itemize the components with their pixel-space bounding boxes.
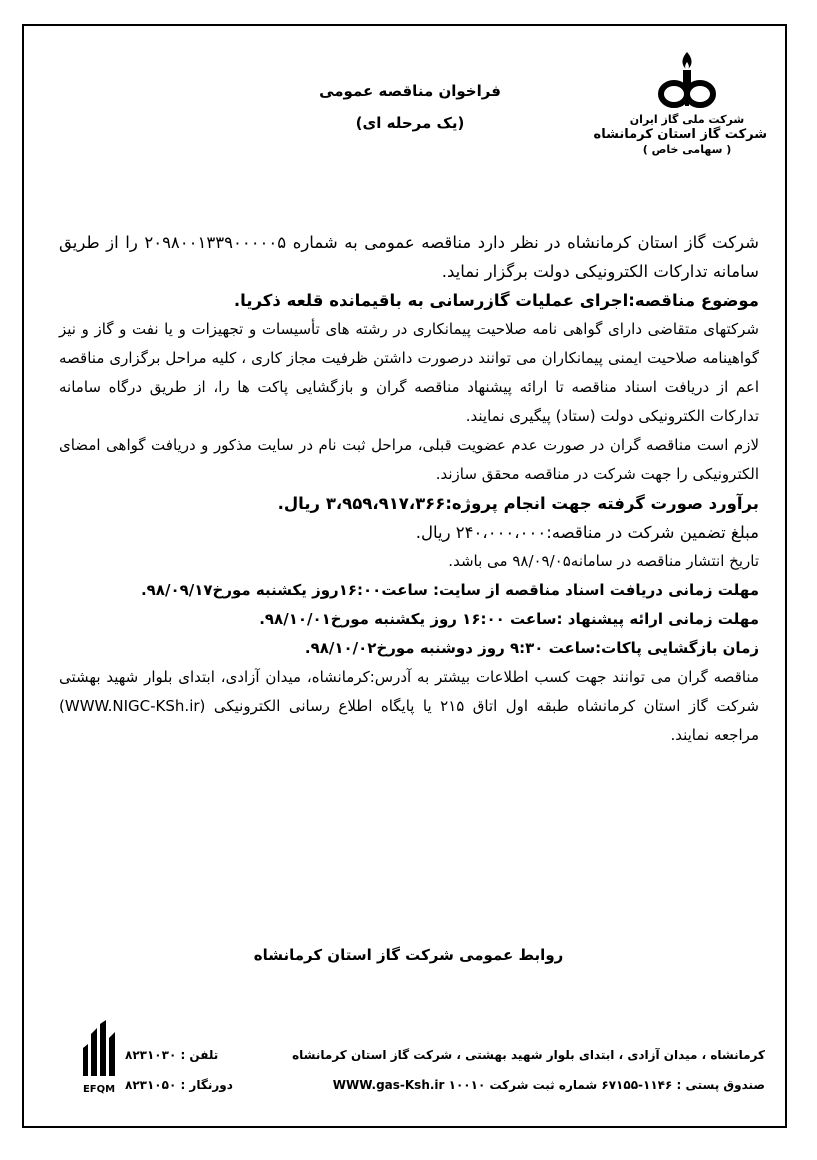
efqm-logo-block: [64, 1020, 134, 1095]
intro-paragraph: شرکت گاز استان کرمانشاه در نظر دارد مناقصه عمومی به شماره ۲۰۹۸۰۰۱۳۳۹۰۰۰۰۰۵ را از طریق سامانه تدارکات الکترونیکی دولت برگزار نماید.: [59, 233, 759, 281]
title-block: [280, 78, 540, 136]
footer-row-postbox: [125, 1070, 765, 1100]
footer-fax: دورنگار : ۸۲۳۱۰۵۰: [125, 1078, 233, 1092]
publish-date-line: تاریخ انتشار مناقصه در سامانه۹۸/۰۹/۰۵ می باشد.: [448, 552, 759, 570]
eligibility-paragraph: شرکتهای متقاضی دارای گواهی نامه صلاحیت پیمانکاری در رشته های تأسیسات و تجهیزات و یا نفت و گاز و نیز گواهینامه صلاحیت ایمنی پیمانکاران می توانند درصورت داشتن ظرفیت مجاز کاری ، کلیه مراحل برگزاری مناقصه اعم از دریافت اسناد مناقصه تا ارائه پیشنهاد مناقصه گران و بازگشایی پاکت ها را، از طریق درگاه سامانه تدارکات الکترونیکی دولت (ستاد) پیگیری نمایند.: [59, 320, 759, 425]
footer-phone: تلفن : ۸۲۳۱۰۳۰: [125, 1048, 219, 1062]
contact-paragraph: مناقصه گران می توانند جهت کسب اطلاعات بیشتر به آدرس:کرمانشاه، میدان آزادی، ابتدای بلوار شهید بهشتی شرکت گاز استان کرمانشاه طبقه اول اتاق ۲۱۵ یا پایگاه اطلاع رسانی الکترونیکی (WWW.NIGC-KSh.ir) مراجعه نمایند.: [59, 668, 759, 744]
efqm-emblem-icon: [79, 1020, 119, 1078]
logo-subsidiary-name: شرکت گاز استان کرمانشاه: [593, 127, 767, 142]
guarantee-line: مبلغ تضمین شرکت در مناقصه:۲۴۰،۰۰۰،۰۰۰ ریال.: [415, 523, 759, 542]
announcement-body: [59, 228, 759, 750]
page-subtitle: (یک مرحله ای): [355, 114, 465, 132]
offer-deadline-line: مهلت زمانی ارائه پیشنهاد :ساعت ۱۶:۰۰ روز یکشنبه مورخ۹۸/۱۰/۰۱.: [259, 610, 759, 628]
company-logo-block: [593, 50, 767, 157]
opening-time-line: زمان بازگشایی پاکات:ساعت ۹:۳۰ روز دوشنبه مورخ۹۸/۱۰/۰۲.: [304, 639, 759, 657]
footer-postbox: صندوق پستی : ۱۱۴۶-۶۷۱۵۵ شماره ثبت شرکت ۱۰۰۱۰ WWW.gas-Ksh.ir: [332, 1078, 765, 1092]
footer-address: کرمانشاه ، میدان آزادی ، ابتدای بلوار شهید بهشتی ، شرکت گاز استان کرمانشاه: [292, 1048, 765, 1062]
tender-subject: موضوع مناقصه:اجرای عملیات گازرسانی به باقیمانده قلعه ذکریا.: [233, 291, 759, 310]
logo-company-name: شرکت ملی گاز ایران: [629, 113, 745, 126]
signature: روابط عمومی شرکت گاز استان کرمانشاه: [253, 946, 564, 964]
footer: [125, 1040, 765, 1100]
nigc-logo-icon: [652, 50, 722, 112]
registration-paragraph: لازم است مناقصه گران در صورت عدم عضویت قبلی، مراحل ثبت نام در سایت مذکور و دریافت گواهی امضای الکترونیکی را جهت شرکت در مناقصه محقق سازند.: [59, 436, 759, 483]
efqm-label: EFQM: [82, 1084, 116, 1095]
footer-row-address: [125, 1040, 765, 1070]
logo-company-type: ( سهامی خاص ): [642, 143, 732, 156]
estimate-line: برآورد صورت گرفته جهت انجام پروژه:۳،۹۵۹،۹۱۷،۳۶۶ ریال.: [277, 494, 759, 513]
page-title: فراخوان مناقصه عمومی: [319, 82, 501, 100]
docs-deadline-line: مهلت زمانی دریافت اسناد مناقصه از سایت: ساعت۱۶:۰۰روز یکشنبه مورخ۹۸/۰۹/۱۷.: [140, 581, 759, 599]
